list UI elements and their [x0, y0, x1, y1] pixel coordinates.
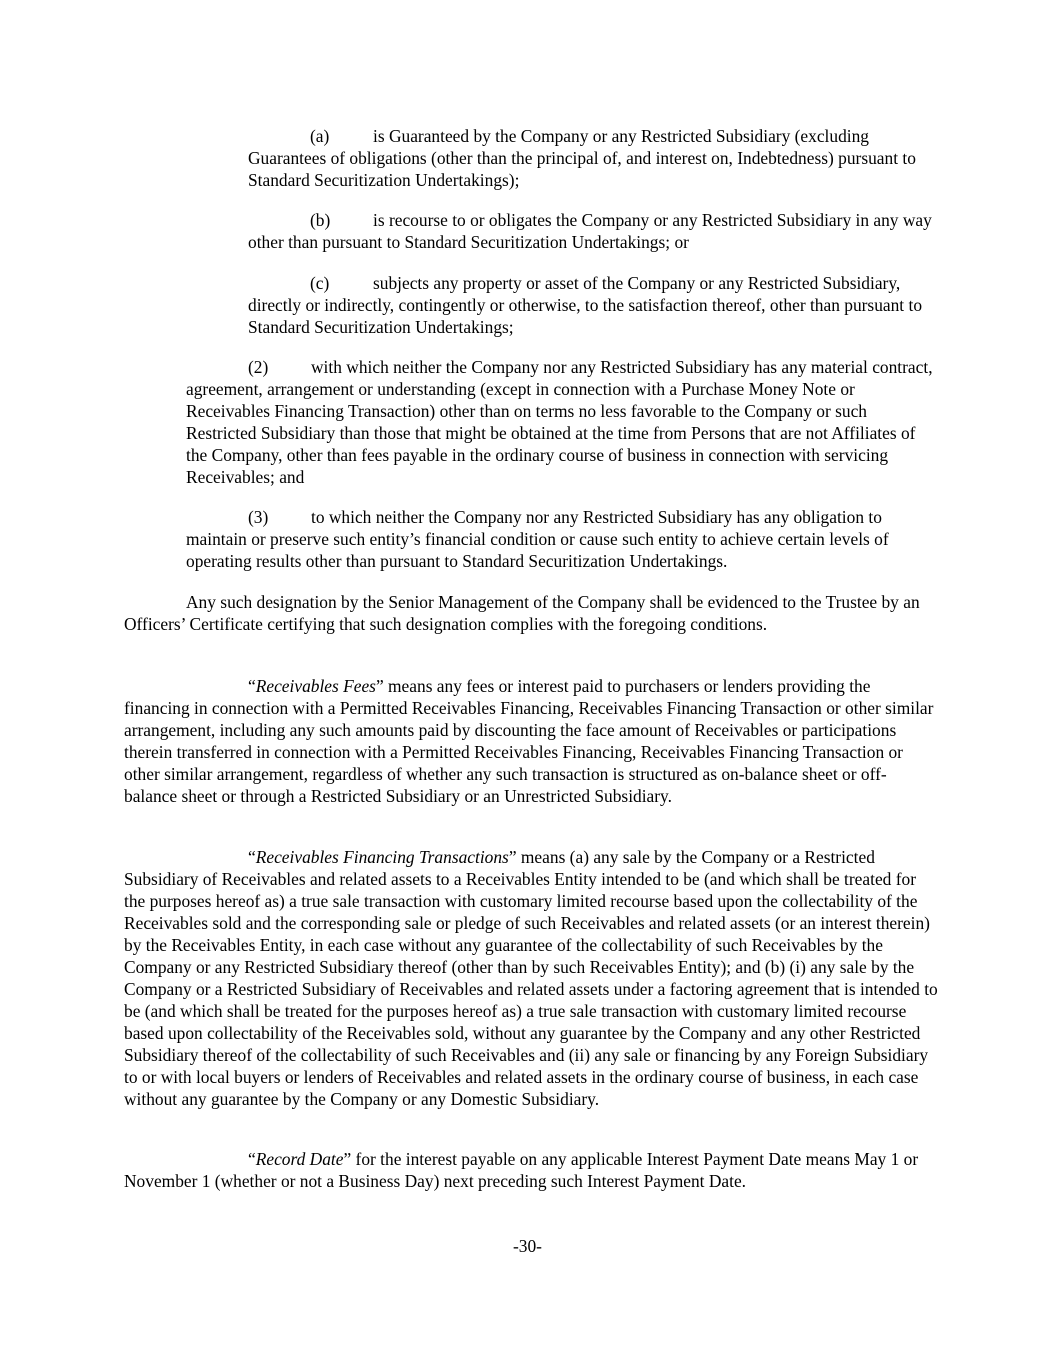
definition-text: means any fees or interest paid to purchasers or lenders providing the financing in connection with a Permitted Receivables Financing, Receivables Financing Transaction or other similar arrangement, including any such amounts paid by discounting the face amount of Receivables or participations therein transferred in connection with a Permitted Receivables Financing, Receivables Financing Transaction or other similar arrangement, regardless of whether any such transaction is structured as on-balance sheet or off-balance sheet or through a Restricted Subsidiary or an Unrestricted Subsidiary.: [124, 676, 934, 806]
close-quote: ”: [508, 847, 517, 867]
clause-3-label: (3): [248, 507, 269, 527]
clause-2: [186, 356, 938, 488]
open-quote: “: [248, 847, 256, 867]
clause-3-text: to which neither the Company nor any Restricted Subsidiary has any obligation to maintain or preserve such entity’s financial condition or cause such entity to achieve certain levels of operating results other than pursuant to Standard Securitization Undertakings.: [186, 507, 889, 571]
designation-paragraph: Any such designation by the Senior Management of the Company shall be evidenced to the Trustee by an Officers’ Certificate certifying that such designation complies with the foregoing conditions.: [124, 592, 920, 634]
clause-2-label: (2): [248, 357, 269, 377]
clause-b-label: (b): [310, 210, 331, 230]
clause-2-text: with which neither the Company nor any Restricted Subsidiary has any material contract, agreement, arrangement or understanding (except in connection with a Purchase Money Note or Receivables Financing Transaction) other than on terms no less favorable to the Company or such Restricted Subsidiary than those that might be obtained at the time from Persons that are not Affiliates of the Company, other than fees payable in the ordinary course of business in connection with servicing Receivables; and: [186, 357, 933, 487]
clause-a-text: is Guaranteed by the Company or any Restricted Subsidiary (excluding Guarantees of obligations (other than the principal of, and interest on, Indebtedness) pursuant to Standard Securitization Undertakings);: [248, 126, 916, 190]
defined-term: Record Date: [255, 1149, 344, 1169]
close-quote: ”: [375, 676, 384, 696]
clause-c: [248, 272, 938, 338]
clause-b-text: is recourse to or obligates the Company or any Restricted Subsidiary in any way other than pursuant to Standard Securitization Undertakings; or: [248, 210, 932, 252]
defined-term: Receivables Fees: [255, 676, 376, 696]
defined-term: Receivables Financing Transactions: [255, 847, 509, 867]
clause-b: [248, 209, 938, 253]
definition-record-date: [124, 1148, 938, 1192]
clause-c-text: subjects any property or asset of the Company or any Restricted Subsidiary, directly or indirectly, contingently or otherwise, to the satisfaction thereof, other than pursuant to Standard Securitization Undertakings;: [248, 273, 923, 337]
definition-receivables-fees: [124, 675, 938, 807]
open-quote: “: [248, 1149, 256, 1169]
clause-a: [248, 125, 938, 191]
definition-text: means (a) any sale by the Company or a Restricted Subsidiary of Receivables and related assets to a Receivables Entity intended to be (and which shall be treated for the purposes hereof as) a true sale transaction with customary limited recourse based upon the collectability of the Receivables sold and the corresponding sale or pledge of such Receivables and related assets (or an interest therein) by the Receivables Entity, in each case without any guarantee of the collectability of such Receivables by the Company or any Restricted Subsidiary thereof (other than by such Receivables Entity); and (b) (i) any sale by the Company or a Restricted Subsidiary of Receivables and related assets under a factoring agreement that is intended to be (and which shall be treated for the purposes hereof as) a true sale transaction with customary limited recourse based upon collectability of the Receivables sold, without any guarantee by the Company and any other Restricted Subsidiary thereof of the collectability of such Receivables and (ii) any sale or financing by any Foreign Subsidiary to or with local buyers or lenders of Receivables and related assets in the ordinary course of business, in each case without any guarantee by the Company or any Domestic Subsidiary.: [124, 847, 938, 1109]
clause-c-label: (c): [310, 273, 330, 293]
definition-receivables-financing-transactions: [124, 846, 938, 1110]
clause-a-label: (a): [310, 126, 330, 146]
open-quote: “: [248, 676, 256, 696]
definition-text: for the interest payable on any applicable Interest Payment Date means May 1 or November 1 (whether or not a Business Day) next preceding such Interest Payment Date.: [124, 1149, 919, 1191]
close-quote: ”: [343, 1149, 352, 1169]
page-number: -30-: [513, 1236, 542, 1256]
clause-3: [186, 506, 938, 572]
